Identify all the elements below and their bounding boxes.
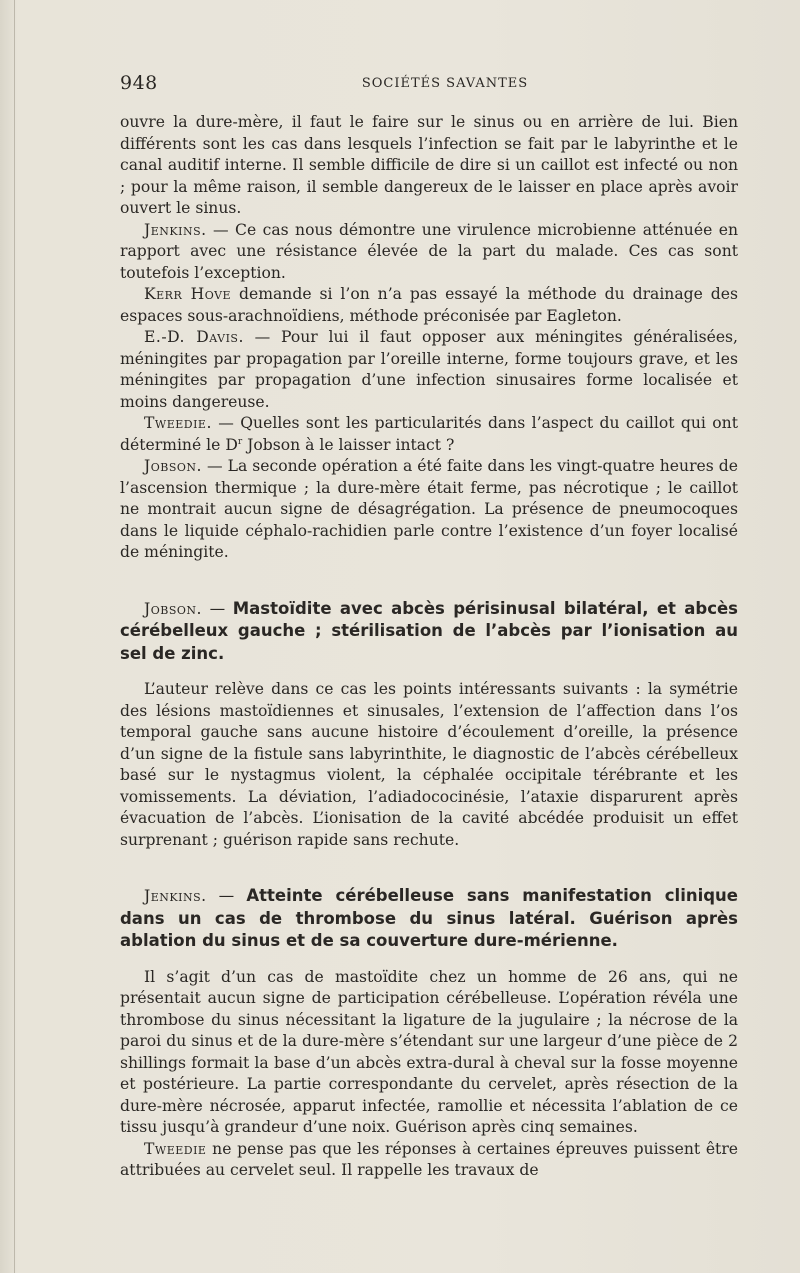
paragraph: Kerr Hove demande si l’on n’a pas essayé la méthode du drainage des espaces sous-arachnoïdiens, méthode préconisée par Eagleton. <box>120 285 738 325</box>
speaker-name: Jobson. <box>144 457 202 475</box>
running-head: SOCIÉTÉS SAVANTES <box>361 76 529 91</box>
section-heading: Jenkins. — Atteinte cérébelleuse sans manifestation clinique dans un cas de thrombose du sinus latéral. Guérison après ablation du sinus et de sa couverture dure-mérienne. <box>120 886 738 950</box>
speaker-name: E.-D. Davis. <box>144 328 244 346</box>
speaker-name: Jobson. <box>144 599 202 618</box>
section-title: Mastoïdite avec abcès périsinusal bilatéral, et abcès cérébelleux gauche ; stérilisation de l’abcès par l’ionisation au sel de zinc. <box>120 598 738 663</box>
paragraph: Jenkins. — Ce cas nous démontre une virulence microbienne atténuée en rapport avec une résistance élevée de la part du malade. Ces cas sont toutefois l’exception. <box>120 220 738 282</box>
body-text <box>120 112 738 1182</box>
paragraph: Tweedie. — Quelles sont les particularités dans l’aspect du caillot qui ont déterminé le $D^r$ Jobson à le laisser intact ? <box>120 414 738 454</box>
section-title: Atteinte cérébelleuse sans manifestation clinique dans un cas de thrombose du sinus latéral. Guérison après ablation du sinus et de sa couverture dure-mérienne. <box>120 886 738 950</box>
paragraph: Jobson. — La seconde opération a été faite dans les vingt-quatre heures de l’ascension thermique ; la dure-mère était ferme, pas nécrotique ; le caillot ne montrait aucun signe de désagrégation. La présence de pneumocoques dans le liquide céphalo-rachidien parle contre l’existence d’un foyer localisé de méningite. <box>120 457 738 561</box>
speaker-name: Kerr Hove <box>144 285 232 303</box>
page-header <box>120 72 740 98</box>
paragraph: Il s’agit d’un cas de mastoïdite chez un homme de 26 ans, qui ne présentait aucun signe de participation cérébelleuse. L’opération révéla une thrombose du sinus nécessitant la ligature de la jugulaire ; la nécrose de la paroi du sinus et de la dure-mère s’étendant sur une largeur d’une pièce de 2 shillings formait la base d’un abcès extra-dural à cheval sur la fosse moyenne et postérieure. La partie correspondante du cervelet, après résection de la dure-mère nécrosée, apparut infectée, ramollie et nécessita l’ablation de ce tissu jusqu’à grandeur d’une noix. Guérison après cinq semaines. <box>120 967 738 1136</box>
section-heading: Jobson. — Mastoïdite avec abcès périsinusal bilatéral, et abcès cérébelleux gauche ; stérilisation de l’abcès par l’ionisation au sel de zinc. <box>120 598 738 663</box>
speaker-name: Tweedie. <box>144 414 212 432</box>
speaker-name: Jenkins. <box>144 220 207 239</box>
page-number: 948 <box>120 72 158 94</box>
paragraph: Tweedie ne pense pas que les réponses à certaines épreuves puissent être attribuées au cervelet seul. Il rappelle les travaux de <box>120 1139 738 1179</box>
binding-edge <box>14 0 15 1273</box>
paragraph: ouvre la dure-mère, il faut le faire sur le sinus ou en arrière de lui. Bien différents sont les cas dans lesquels l’infection se fait par le labyrinthe et le canal auditif interne. Il semble difficile de dire si un caillot est infecté ou non ; pour la même raison, il semble dangereux de le laisser en place après avoir ouvert le sinus. <box>120 113 738 217</box>
speaker-name: Tweedie <box>144 1139 207 1158</box>
paragraph: L’auteur relève dans ce cas les points intéressants suivants : la symétrie des lésions mastoïdiennes et sinusales, l’extension de l’affection dans l’os temporal gauche sans aucune histoire d’écoulement d’oreille, la présence d’un signe de la fistule sans labyrinthite, le diagnostic de l’abcès cérébelleux basé sur le nystagmus violent, la céphalée occipitale térébrante et les vomissements. La déviation, l’adiadococinésie, l’ataxie disparurent après évacuation de l’abcès. L’ionisation de la cavité abcédée produisit un effet surprenant ; guérison rapide sans rechute. <box>120 680 738 849</box>
speaker-name: Jenkins. <box>144 887 207 905</box>
paragraph: E.-D. Davis. — Pour lui il faut opposer aux méningites généralisées, méningites par propagation par l’oreille interne, forme toujours grave, et les méningites par propagation d’une infection sinusaires forme localisée et moins dangereuse. <box>120 328 739 411</box>
